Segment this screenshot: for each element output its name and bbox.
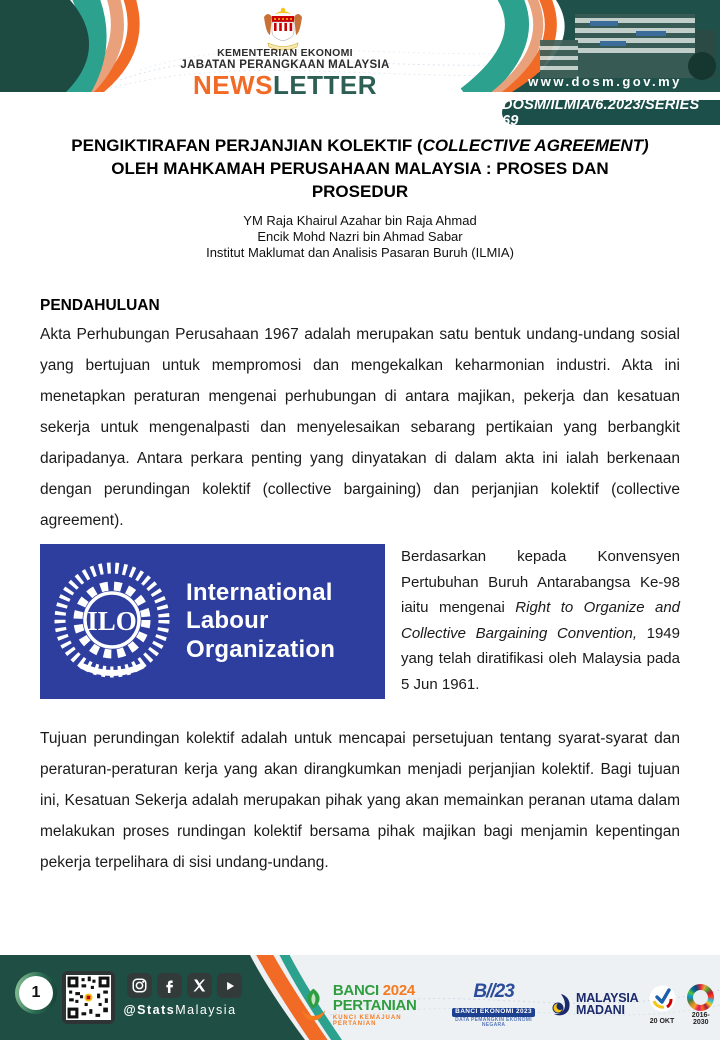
sdg-label: 2016-2030 [691, 1012, 710, 1026]
banci-pertanian-logo [298, 983, 437, 1027]
social-links [127, 973, 242, 998]
sdg-wheel-icon [687, 984, 714, 1011]
ilo-word-2: Labour [186, 607, 269, 635]
malaysia-madani-logo [550, 993, 639, 1017]
ilo-emblem-icon [48, 558, 176, 686]
social-handle [121, 1003, 239, 1017]
ministry-line1: KEMENTERIAN EKONOMI [217, 47, 353, 59]
author-2: Encik Mohd Nazri bin Ahmad Sabar [257, 229, 463, 244]
banci-ekonomi-logo [447, 982, 540, 1028]
ilo-logo [40, 544, 385, 699]
sdg-logo [686, 984, 716, 1026]
page-number-badge [15, 972, 57, 1014]
madani-icon [550, 993, 572, 1017]
bp-tagline: KUNCI KEMAJUAN PERTANIAN [332, 1015, 402, 1027]
page-title [40, 134, 680, 203]
coat-of-arms-icon [260, 5, 306, 51]
handle-bold: @Stats [123, 1003, 176, 1017]
newsletter-part1: NEWS [192, 70, 273, 100]
madani-line2: MADANI [575, 1003, 625, 1017]
title-line1-italic: COLLECTIVE AGREEMENT) [422, 136, 649, 155]
author-1: YM Raja Khairul Azahar bin Raja Ahmad [243, 213, 477, 228]
title-line1-regular: PENGIKTIRAFAN PERJANJIAN KOLEKTIF ( [71, 136, 423, 155]
bp-word1: BANCI [332, 982, 379, 999]
okt-label: 20 OKT [649, 1018, 675, 1025]
series-banner-label: DOSM/ILMIA/6.2023/SERIES 69 [502, 96, 700, 129]
ilo-text-pre: Berdasarkan kepada Konvensyen Pertubuhan Buruh Antarabangsa Ke-98 iaitu mengenai [401, 548, 680, 616]
paragraph-ilo [401, 544, 680, 697]
website-link[interactable]: www.dosm.gov.my [528, 74, 682, 89]
qr-code-pattern [66, 975, 111, 1020]
be-sublabel: DATA PEMANGKIN EKONOMI NEGARA [455, 1017, 532, 1028]
youtube-icon[interactable] [217, 973, 242, 998]
instagram-icon[interactable] [127, 973, 152, 998]
page-number: 1 [31, 984, 41, 1001]
x-icon[interactable] [187, 973, 212, 998]
leaf-icon [298, 985, 329, 1025]
ilo-section [40, 544, 680, 699]
bp-word2: PERTANIAN [332, 997, 417, 1014]
footer [0, 955, 720, 1040]
paragraph-1: Akta Perhubungan Perusahaan 1967 adalah merupakan satu bentuk undang-undang sosial yang bertujuan untuk mempromosi dan mengekalkan keharmonian industri. Akta ini menetapkan peraturan mengenai perhubungan di antara majikan, pekerja dan kesatuan sekerja untuk mengenalpasti dan menyelesaikan sebarang pertikaian yang berbangkit daripadanya. Antara perkara penting yang dinyatakan di dalam akta ini ialah berkenaan dengan perundingan kolektif (collective bargaining) dan perjanjian kolektif (collective agreement). [40, 326, 680, 529]
okt-icon [649, 985, 676, 1012]
handle-regular: Malaysia [175, 1003, 237, 1017]
okt-logo [649, 985, 676, 1025]
paragraph-2: Tujuan perundingan kolektif adalah untuk mencapai persetujuan tentang syarat-syarat dan peraturan-peraturan kerja yang akan dirangkumkan menjadi perjanjian kolektif. Bagi tujuan ini, Kesatuan Sekerja adalah merupakan pihak yang akan memainkan peranan utama dalam melakukan proses rundingan kolektif bersama pihak majikan bagi menjamin kepentingan pekerja terpelihara di sisi undang-undang. [40, 730, 680, 871]
madani-line1: MALAYSIA [575, 991, 639, 1006]
section-heading: PENDAHULUAN [40, 297, 160, 314]
author-affiliation: Institut Maklumat dan Analisis Pasaran Buruh (ILMIA) [206, 245, 514, 260]
be-mark: B//23 [473, 981, 514, 1002]
article [40, 134, 680, 878]
masthead [120, 47, 450, 98]
ilo-wordmark [186, 579, 335, 664]
ilo-text-post: 1949 yang telah diratifikasi oleh Malaysia pada 5 Jun 1961. [401, 624, 680, 693]
ilo-word-1: International [186, 579, 333, 607]
series-banner [502, 96, 720, 129]
title-line3: PROSEDUR [311, 182, 409, 201]
ilo-word-3: Organization [186, 635, 336, 663]
facebook-icon[interactable] [157, 973, 182, 998]
newsletter-part2: LETTER [272, 70, 378, 100]
header [0, 0, 720, 100]
footer-logo-panel [298, 977, 716, 1033]
title-line2: OLEH MAHKAMAH PERUSAHAAN MALAYSIA : PROSES DAN [111, 159, 609, 178]
bp-year: 2024 [382, 982, 415, 999]
ministry-line2: JABATAN PERANGKAAN MALAYSIA [180, 59, 390, 71]
svg-text:ILO: ILO [87, 605, 137, 636]
qr-code[interactable] [62, 971, 115, 1024]
author-block [40, 213, 680, 261]
be-label: BANCI EKONOMI 2023 [452, 1008, 535, 1018]
ilo-text-italic: Right to Organize and Collective Bargaining Convention, [401, 599, 681, 642]
newsletter-title [120, 72, 450, 98]
